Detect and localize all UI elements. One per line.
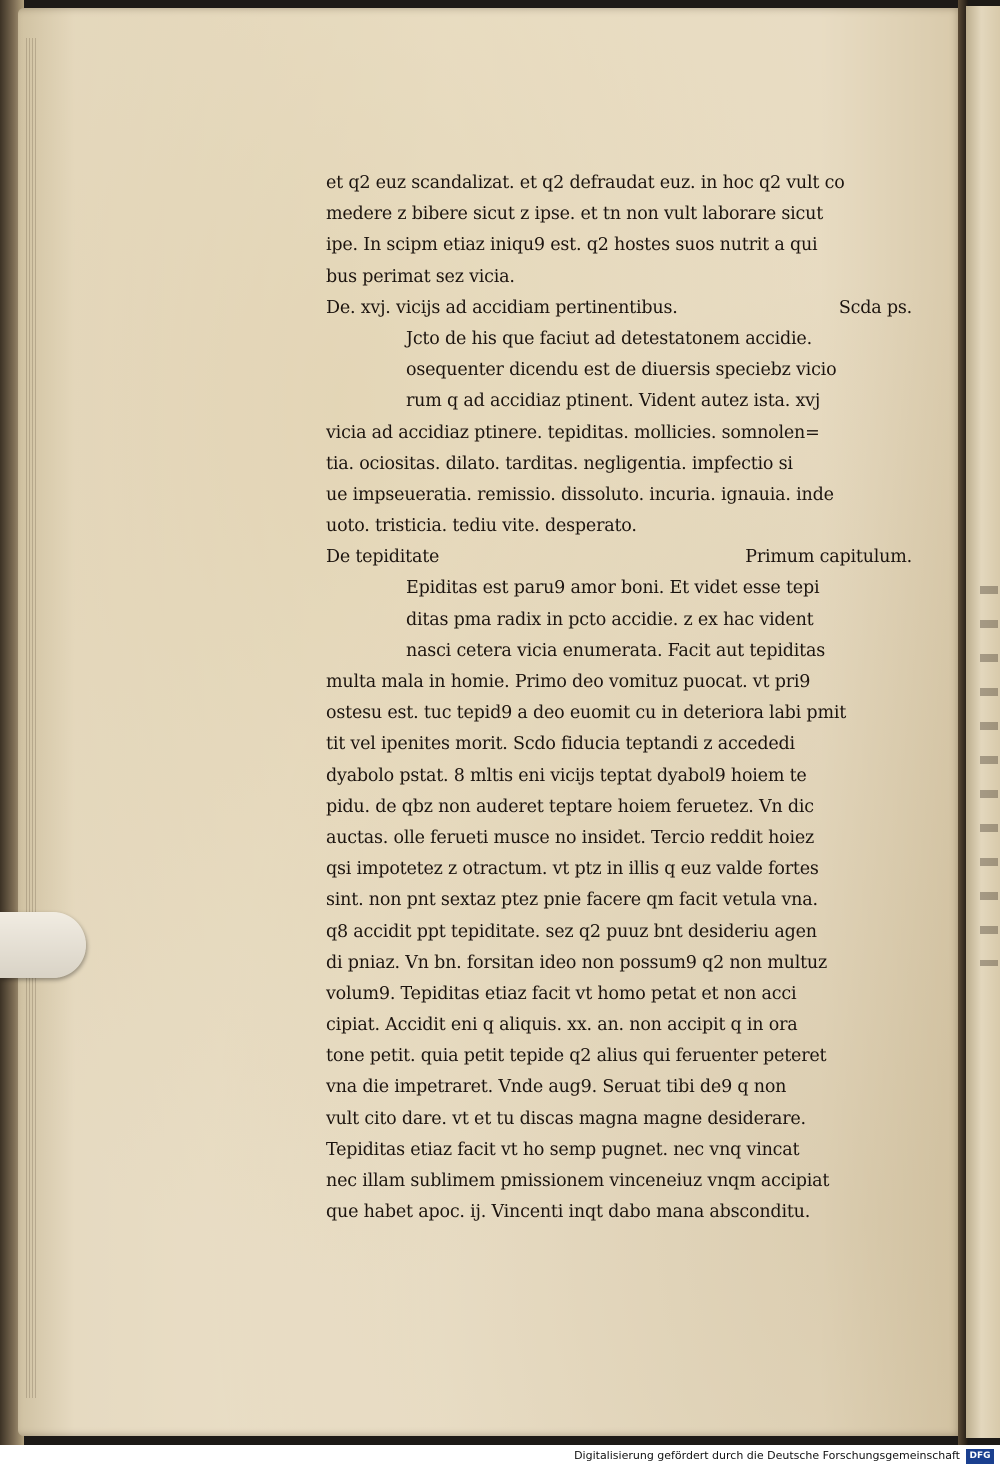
text-line: sint. non pnt sextaz ptez pnie facere qm facit vetula vna. [326, 890, 818, 911]
text-line: vna die impetraret. Vnde aug9. Seruat tibi de9 q non [326, 1077, 787, 1098]
facing-page-edge [966, 6, 1000, 1438]
text-line: cipiat. Accidit eni q aliquis. xx. an. non accipit q in ora [326, 1015, 798, 1036]
chapter-heading-title: De tepiditate [326, 547, 440, 568]
chapter-heading-number: Primum capitulum. [745, 547, 912, 568]
funding-credit: Digitalisierung gefördert durch die Deutsche Forschungsgemeinschaft [574, 1449, 960, 1462]
text-line: ipe. In scipm etiaz iniqu9 est. q2 hostes suos nutrit a qui [326, 235, 818, 256]
text-line: Tepiditas etiaz facit vt ho semp pugnet. nec vnq vincat [326, 1139, 800, 1160]
text-line: ditas pma radix in pcto accidie. z ex hac vident [406, 609, 814, 630]
text-line: uoto. tristicia. tediu vite. desperato. [326, 516, 637, 537]
text-line: ostesu est. tuc tepid9 a deo euomit cu in deteriora labi pmit [326, 703, 847, 724]
text-line: volum9. Tepiditas etiaz facit vt homo petat et non acci [326, 983, 797, 1004]
text-line: qsi impotetez z otractum. vt ptz in illis q euz valde fortes [326, 859, 819, 880]
text-line: multa mala in homie. Primo deo vomituz puocat. vt pri9 [326, 672, 811, 692]
text-line: di pniaz. Vn bn. forsitan ideo non possum9 q2 non multuz [326, 952, 828, 973]
dfg-logo: DFG [966, 1449, 994, 1464]
paper-bookmark [0, 912, 86, 978]
text-line: tia. ociositas. dilato. tarditas. negligentia. impfectio si [326, 453, 793, 474]
section-heading-title: De. xvj. vicijs ad accidiam pertinentibus. [326, 297, 678, 318]
page-edge-lines [26, 38, 36, 1398]
text-line: que habet apoc. ij. Vincenti inqt dabo mana absconditu. [326, 1202, 811, 1223]
text-line: tit vel ipenites morit. Scdo fiducia teptandi z accededi [326, 734, 795, 755]
text-line: ue impseueratia. remissio. dissoluto. incuria. ignauia. inde [326, 484, 834, 505]
incunable-text-block [326, 168, 912, 1228]
text-line: pidu. de qbz non auderet teptare hoiem feruetez. Vn dic [326, 796, 814, 817]
section-heading [326, 293, 912, 324]
facing-page-text-fragment [980, 586, 998, 966]
text-line: Jcto de his que faciut ad detestatonem accidie. [406, 328, 812, 349]
text-line: nec illam sublimem pmissionem vinceneiuz vnqm accipiat [326, 1171, 830, 1191]
footer-bar [0, 1445, 1000, 1469]
text-line: auctas. olle ferueti musce no insidet. Tercio reddit hoiez [326, 827, 815, 848]
text-line: medere z bibere sicut z ipse. et tn non vult laborare sicut [326, 204, 824, 225]
text-line: nasci cetera vicia enumerata. Facit aut tepiditas [406, 640, 825, 661]
section-heading-part: Scda ps. [838, 297, 912, 318]
text-line: et q2 euz scandalizat. et q2 defraudat euz. in hoc q2 vult co [326, 173, 845, 193]
text-line: Epiditas est paru9 amor boni. Et videt esse tepi [406, 578, 820, 599]
text-line: dyabolo pstat. 8 mltis eni vicijs teptat dyabol9 hoiem te [326, 765, 807, 786]
chapter-heading [326, 542, 912, 573]
text-line: rum q ad accidiaz ptinent. Vident autez ista. xvj [406, 391, 821, 412]
text-line: bus perimat sez vicia. [326, 266, 515, 287]
text-line: osequenter dicendu est de diuersis speciebz vicio [406, 360, 837, 381]
text-line: q8 accidit ppt tepiditate. sez q2 puuz bnt desideriu agen [326, 921, 817, 942]
text-line: vult cito dare. vt et tu discas magna magne desiderare. [326, 1108, 806, 1129]
text-line: tone petit. quia petit tepide q2 alius qui feruenter peteret [326, 1046, 827, 1067]
text-line: vicia ad accidiaz ptinere. tepiditas. mollicies. somnolen= [326, 422, 820, 443]
